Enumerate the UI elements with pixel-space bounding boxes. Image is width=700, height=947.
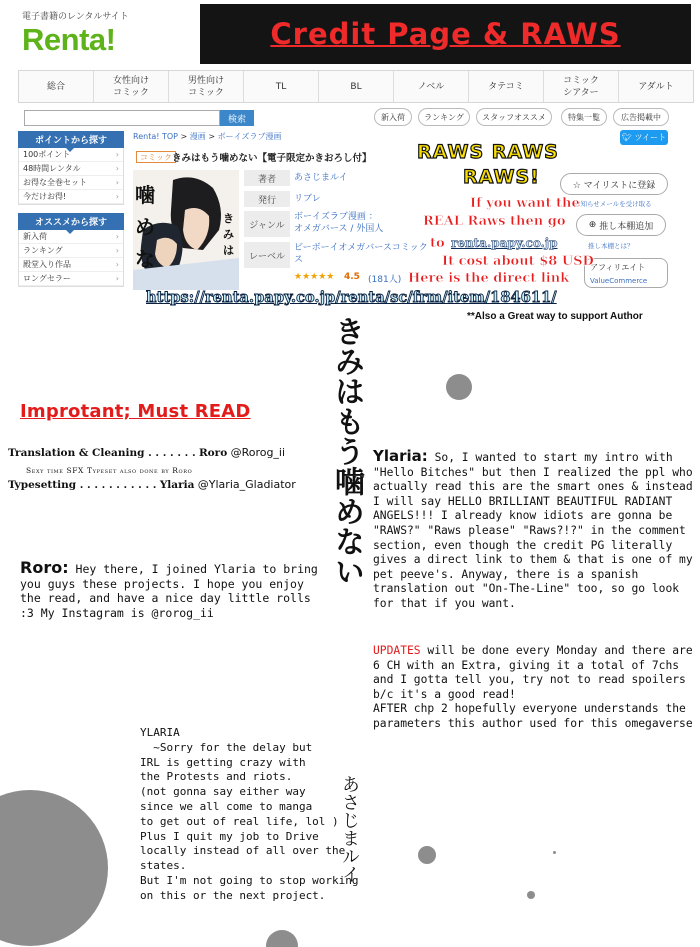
nav-tab[interactable]: コミック シアター: [544, 71, 619, 102]
rating-value: 4.5: [344, 272, 360, 282]
comic-badge: コミック: [136, 151, 176, 163]
raws-site-link[interactable]: renta.papy.co.jp: [451, 236, 558, 250]
genre-key: ジャンル: [244, 211, 290, 237]
label-key: レーベル: [244, 242, 290, 268]
banner-title: Credit Page & RAWS: [270, 17, 621, 51]
decor-dot: [527, 891, 535, 899]
rating-stars: ★★★★★: [294, 272, 335, 282]
decor-dot: [0, 790, 108, 946]
chevron-right-icon: ›: [115, 164, 119, 173]
mylist-email-link[interactable]: お知らせメールを受け取る: [574, 200, 652, 208]
publisher-key: 発行: [244, 191, 290, 207]
site-tagline: 電子書籍のレンタルサイト: [22, 12, 129, 22]
pill-features[interactable]: 特集一覧: [561, 108, 607, 126]
svg-text:き: き: [223, 212, 234, 225]
cover-image[interactable]: [133, 170, 239, 290]
site-header: [0, 0, 700, 68]
decor-dot: [446, 374, 472, 400]
genre-value[interactable]: ボーイズラブ漫画 ： オメガバース / 外国人: [294, 212, 384, 234]
tweet-button[interactable]: 🐦︎ ツイート: [620, 130, 668, 145]
sidebar-points-list: [18, 148, 124, 205]
breadcrumb-manga[interactable]: 漫画: [189, 132, 206, 141]
chevron-right-icon: ›: [115, 232, 119, 241]
raws-note-2: REAL Raws then go: [423, 214, 566, 229]
search-input[interactable]: [24, 110, 220, 126]
nav-tab[interactable]: 総合: [19, 71, 94, 102]
chevron-right-icon: ›: [115, 192, 119, 201]
pill-ranking[interactable]: ランキング: [418, 108, 470, 126]
chevron-right-icon: ›: [115, 178, 119, 187]
sidebar-item-deal[interactable]: 今だけお得! ›: [19, 190, 123, 204]
breadcrumb-bl[interactable]: ボーイズラブ漫画: [217, 132, 282, 141]
support-note: **Also a Great way to support Author: [467, 311, 643, 322]
raws-price-note: It cost about $8 USD: [442, 254, 594, 269]
raws-heading-1: RAWS RAWS: [417, 141, 559, 163]
review-count[interactable]: (181人): [368, 275, 402, 285]
nav-tab[interactable]: ノベル: [394, 71, 469, 102]
vertical-author: あさじまルイ: [339, 775, 360, 883]
raws-note-3: to: [430, 236, 445, 251]
chevron-right-icon: ›: [115, 260, 119, 269]
raws-heading-2: RAWS!: [463, 166, 540, 188]
pill-ads[interactable]: 広告掲載中: [613, 108, 669, 126]
decor-dot: [266, 930, 298, 947]
plus-icon: ⊕: [588, 220, 600, 230]
chevron-right-icon: ›: [115, 274, 119, 283]
publisher-value[interactable]: リブレ: [294, 194, 321, 204]
pill-new[interactable]: 新入荷: [374, 108, 412, 126]
raws-note-1: If you want the: [470, 196, 580, 211]
raws-direct-url[interactable]: https://renta.papy.co.jp/renta/sc/frm/item/184611/: [146, 289, 557, 306]
vertical-title: きみはもう噛めない: [329, 316, 364, 586]
sidebar-item-set[interactable]: お得な全巻セット ›: [19, 176, 123, 190]
author-value[interactable]: あさじまルイ: [294, 173, 348, 183]
search-button[interactable]: 検索: [220, 110, 254, 126]
sfx-credit: Sexy time SFX Typeset also done by Roro: [26, 466, 193, 475]
sidebar-item-ranking[interactable]: ランキング ›: [19, 244, 123, 258]
svg-text:め: め: [135, 215, 155, 239]
sidebar-item-100pt[interactable]: 100ポイント ›: [19, 148, 123, 162]
sidebar-item-48h[interactable]: 48時間レンタル ›: [19, 162, 123, 176]
author-key: 著者: [244, 170, 290, 186]
decor-dot: [418, 846, 436, 864]
bird-icon: 🐦︎: [621, 133, 632, 142]
product-title: きみはもう噛めない【電子限定かきおろし付】: [172, 153, 372, 164]
nav-tab[interactable]: 女性向け コミック: [94, 71, 169, 102]
cover-art-icon: [133, 170, 239, 290]
updates-note: UPDATES will be done every Monday and there are 6 CH with an Extra, giving it a total of 7chs and I gotta tell you, try not to read spoilers b/c it's a good read! AFTER chp 2 hopefully everyone understands the parameters this author used for this omegaverse: [373, 644, 693, 730]
svg-text:は: は: [223, 244, 234, 257]
shelf-help-link[interactable]: 推し本棚とは？: [588, 242, 634, 250]
sidebar-recommend-heading: オススメから探す: [18, 213, 124, 230]
svg-text:な: な: [135, 247, 155, 271]
chevron-right-icon: ›: [115, 150, 119, 159]
ylaria-intro: Ylaria: So, I wanted to start my intro with "Hello Bitches" but then I realized the ppl who actually read this are the smart ones & instead I will say HELLO BRILLIANT BEAUTIFUL RADIANT ANGELS!!! I already know idiots are gonna be "RAWS?" "Raws please" "Raws?!?" in the comment section, even though the credit PG literally gives a direct link to them & that is one of my pet peeve's. Anyway, there is a spanish translation out "On-The-Line" too, so go look for that if you want.: [373, 447, 693, 610]
chevron-right-icon: ›: [115, 246, 119, 255]
nav-tab[interactable]: BL: [319, 71, 394, 102]
ylaria-note: YLARIA ~Sorry for the delay but IRL is getting crazy with the Protests and riots. (not gonna say either way since we all come to manga to get out of real life, lol ) Plus I quit my job to Drive locally instead of all over the states. But I'm not going to stop working on this or the next project.: [140, 726, 359, 902]
label-value[interactable]: ビーボーイオメガバースコミック ス: [294, 243, 428, 265]
nav-tab[interactable]: アダルト: [638, 81, 674, 92]
add-to-mylist-button[interactable]: ☆ マイリストに登録: [560, 173, 668, 195]
breadcrumb-home[interactable]: Renta! TOP: [133, 132, 178, 141]
add-to-shelf-button[interactable]: ⊕ 推し本棚追加: [576, 214, 666, 236]
svg-text:み: み: [223, 228, 234, 241]
sidebar-item-hall-of-fame[interactable]: 殿堂入り作品 ›: [19, 258, 123, 272]
decor-dot: [553, 851, 556, 854]
pill-staff-picks[interactable]: スタッフオススメ: [476, 108, 552, 126]
site-logo[interactable]: Renta!: [22, 22, 116, 57]
nav-tab[interactable]: TL: [244, 71, 319, 102]
sidebar-item-new[interactable]: 新入荷 ›: [19, 230, 123, 244]
nav-tab[interactable]: 男性向け コミック: [169, 71, 244, 102]
raws-direct-note: Here is the direct link: [408, 271, 570, 286]
important-heading: Improtant; Must READ: [20, 401, 251, 422]
typesetting-credit: Typesetting . . . . . . . . . . . Ylaria @Ylaria_Gladiator: [8, 478, 296, 491]
sidebar-points-heading: ポイントから探す: [18, 131, 124, 148]
credit-banner: [200, 4, 691, 64]
nav-tab[interactable]: タテコミ: [469, 71, 544, 102]
breadcrumb: Renta! TOP > 漫画 > ボーイズラブ漫画: [133, 132, 282, 141]
svg-text:噛: 噛: [135, 183, 155, 207]
translation-credit: Translation & Cleaning . . . . . . . Roro @Rorog_ii: [8, 446, 286, 459]
category-nav: [18, 70, 694, 103]
sidebar-recommend-list: [18, 230, 124, 287]
sidebar-item-long-seller[interactable]: ロングセラー ›: [19, 272, 123, 286]
affiliate-box[interactable]: アフィリエイト ValueCommerce: [584, 258, 668, 288]
roro-message: Roro: Hey there, I joined Ylaria to bring you guys these projects. I hope you enjoy the read, and have a nice day little rolls :3 My Instagram is @rorog_ii: [20, 558, 318, 620]
